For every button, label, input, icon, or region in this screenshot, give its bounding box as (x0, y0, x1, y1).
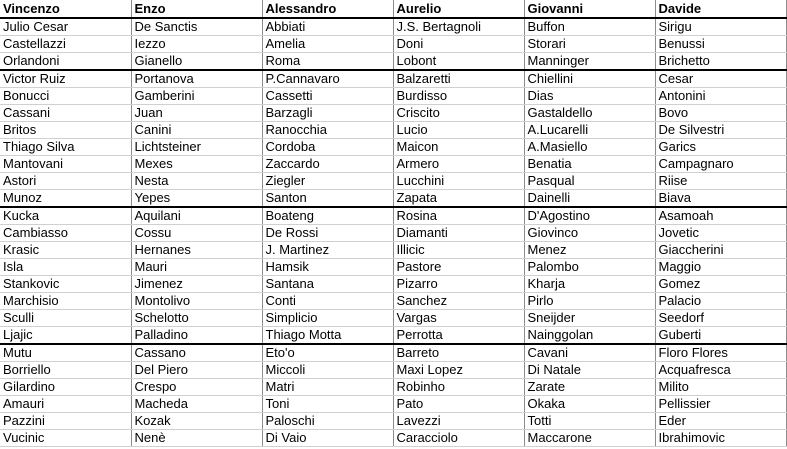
table-cell[interactable]: Bovo (655, 105, 786, 122)
table-cell[interactable]: Sirigu (655, 18, 786, 36)
table-cell[interactable]: Gianello (131, 53, 262, 71)
table-cell[interactable]: P.Cannavaro (262, 70, 393, 88)
table-cell[interactable]: Benussi (655, 36, 786, 53)
table-cell[interactable]: Maxi Lopez (393, 362, 524, 379)
table-cell[interactable]: Gamberini (131, 88, 262, 105)
table-cell[interactable]: Cassetti (262, 88, 393, 105)
table-cell[interactable]: A.Masiello (524, 139, 655, 156)
table-row (0, 70, 786, 88)
table-cell[interactable]: Di Vaio (262, 430, 393, 447)
table-cell[interactable]: Schelotto (131, 310, 262, 327)
table-cell[interactable]: J.S. Bertagnoli (393, 18, 524, 36)
table-row (0, 362, 786, 379)
table-cell[interactable]: Mauri (131, 259, 262, 276)
table-cell[interactable]: Eto'o (262, 344, 393, 362)
table-row (0, 276, 786, 293)
table-cell[interactable]: De Sanctis (131, 18, 262, 36)
table-cell[interactable]: Thiago Motta (262, 327, 393, 345)
table-cell[interactable]: Nainggolan (524, 327, 655, 345)
table-cell[interactable]: Zapata (393, 190, 524, 208)
table-cell[interactable]: Chiellini (524, 70, 655, 88)
table-cell[interactable]: Pato (393, 396, 524, 413)
table-row (0, 18, 786, 36)
table-cell[interactable]: Caracciolo (393, 430, 524, 447)
table-cell[interactable]: Buffon (524, 18, 655, 36)
table-cell[interactable]: Paloschi (262, 413, 393, 430)
table-cell[interactable]: Cambiasso (0, 225, 131, 242)
header-cell[interactable]: Enzo (131, 0, 262, 18)
table-cell[interactable]: Montolivo (131, 293, 262, 310)
table-cell[interactable]: Munoz (0, 190, 131, 208)
table-row (0, 293, 786, 310)
table-cell[interactable]: Hernanes (131, 242, 262, 259)
table-cell[interactable]: Doni (393, 36, 524, 53)
table-cell[interactable]: Dias (524, 88, 655, 105)
table-cell[interactable]: Borriello (0, 362, 131, 379)
header-cell[interactable]: Davide (655, 0, 786, 18)
table-cell[interactable]: Lobont (393, 53, 524, 71)
table-cell[interactable]: Maccarone (524, 430, 655, 447)
table-cell[interactable]: Campagnaro (655, 156, 786, 173)
table-cell[interactable]: Sneijder (524, 310, 655, 327)
table-cell[interactable]: Stankovic (0, 276, 131, 293)
table-cell[interactable]: Vucinic (0, 430, 131, 447)
table-cell[interactable]: Cesar (655, 70, 786, 88)
table-cell[interactable]: Isla (0, 259, 131, 276)
table-cell[interactable]: Palladino (131, 327, 262, 345)
table-row (0, 53, 786, 71)
table-cell[interactable]: Cavani (524, 344, 655, 362)
header-row (0, 0, 786, 18)
table-cell[interactable]: Mutu (0, 344, 131, 362)
table-cell[interactable]: Santana (262, 276, 393, 293)
table-row (0, 173, 786, 190)
table-row (0, 413, 786, 430)
table-cell[interactable]: Canini (131, 122, 262, 139)
table-cell[interactable]: Benatia (524, 156, 655, 173)
table-row (0, 310, 786, 327)
table-cell[interactable]: Santon (262, 190, 393, 208)
table-row (0, 207, 786, 225)
table-cell[interactable]: Amauri (0, 396, 131, 413)
header-cell[interactable]: Alessandro (262, 0, 393, 18)
table-cell[interactable]: Hamsik (262, 259, 393, 276)
table-cell[interactable]: Macheda (131, 396, 262, 413)
table-cell[interactable]: Maicon (393, 139, 524, 156)
table-cell[interactable]: Nesta (131, 173, 262, 190)
table-cell[interactable]: Ranocchia (262, 122, 393, 139)
table-cell[interactable]: Pazzini (0, 413, 131, 430)
table-cell[interactable]: Balzaretti (393, 70, 524, 88)
table-cell[interactable]: Abbiati (262, 18, 393, 36)
table-cell[interactable]: Armero (393, 156, 524, 173)
table-row (0, 139, 786, 156)
table-row (0, 259, 786, 276)
table-cell[interactable]: Brichetto (655, 53, 786, 71)
table-cell[interactable]: Sanchez (393, 293, 524, 310)
table-cell[interactable]: Cordoba (262, 139, 393, 156)
table-cell[interactable]: Del Piero (131, 362, 262, 379)
table-cell[interactable]: Bonucci (0, 88, 131, 105)
table-cell[interactable]: Crespo (131, 379, 262, 396)
table-cell[interactable]: Maggio (655, 259, 786, 276)
table-cell[interactable]: Lavezzi (393, 413, 524, 430)
table-cell[interactable]: Roma (262, 53, 393, 71)
table-cell[interactable]: Portanova (131, 70, 262, 88)
table-cell[interactable]: Menez (524, 242, 655, 259)
table-cell[interactable]: Yepes (131, 190, 262, 208)
table-cell[interactable]: Mantovani (0, 156, 131, 173)
header-cell[interactable]: Aurelio (393, 0, 524, 18)
table-cell[interactable]: Juan (131, 105, 262, 122)
table-cell[interactable]: De Rossi (262, 225, 393, 242)
table-cell[interactable]: Amelia (262, 36, 393, 53)
table-cell[interactable]: Gomez (655, 276, 786, 293)
table-cell[interactable]: Julio Cesar (0, 18, 131, 36)
table-cell[interactable]: Castellazzi (0, 36, 131, 53)
table-cell[interactable]: Mexes (131, 156, 262, 173)
table-row (0, 122, 786, 139)
table-cell[interactable]: Kharja (524, 276, 655, 293)
table-cell[interactable]: Diamanti (393, 225, 524, 242)
table-cell[interactable]: Zarate (524, 379, 655, 396)
table-cell[interactable]: Pizarro (393, 276, 524, 293)
table-row (0, 190, 786, 208)
table-cell[interactable]: Iezzo (131, 36, 262, 53)
table-row (0, 242, 786, 259)
table-cell[interactable]: Riise (655, 173, 786, 190)
table-cell[interactable]: Britos (0, 122, 131, 139)
table-cell[interactable]: Kozak (131, 413, 262, 430)
table-cell[interactable]: Manninger (524, 53, 655, 71)
table-row (0, 379, 786, 396)
header-cell[interactable]: Giovanni (524, 0, 655, 18)
table-cell[interactable]: Matri (262, 379, 393, 396)
table-cell[interactable]: Lucchini (393, 173, 524, 190)
table-cell[interactable]: Dainelli (524, 190, 655, 208)
table-cell[interactable]: Cossu (131, 225, 262, 242)
table-cell[interactable]: Perrotta (393, 327, 524, 345)
table-row (0, 156, 786, 173)
table-cell[interactable]: Gilardino (0, 379, 131, 396)
table-cell[interactable]: Gastaldello (524, 105, 655, 122)
table-row (0, 36, 786, 53)
table-cell[interactable]: Biava (655, 190, 786, 208)
table-cell[interactable]: Toni (262, 396, 393, 413)
table-cell[interactable]: Milito (655, 379, 786, 396)
table-cell[interactable]: Pastore (393, 259, 524, 276)
table-cell[interactable]: Orlandoni (0, 53, 131, 71)
table-cell[interactable]: Sculli (0, 310, 131, 327)
table-cell[interactable]: Aquilani (131, 207, 262, 225)
table-cell[interactable]: Garics (655, 139, 786, 156)
table-cell[interactable]: Illicic (393, 242, 524, 259)
table-cell[interactable]: Barzagli (262, 105, 393, 122)
table-cell[interactable]: Palombo (524, 259, 655, 276)
table-cell[interactable]: Di Natale (524, 362, 655, 379)
table-cell[interactable]: Storari (524, 36, 655, 53)
table-cell[interactable]: Krasic (0, 242, 131, 259)
table-cell[interactable]: Lichtsteiner (131, 139, 262, 156)
table-row (0, 225, 786, 242)
table-cell[interactable]: De Silvestri (655, 122, 786, 139)
table-cell[interactable]: Palacio (655, 293, 786, 310)
table-cell[interactable]: Okaka (524, 396, 655, 413)
table-cell[interactable]: Floro Flores (655, 344, 786, 362)
table-cell[interactable]: Giaccherini (655, 242, 786, 259)
table-cell[interactable]: Robinho (393, 379, 524, 396)
table-cell[interactable]: Acquafresca (655, 362, 786, 379)
table-cell[interactable]: Vargas (393, 310, 524, 327)
table-cell[interactable]: Barreto (393, 344, 524, 362)
table-cell[interactable]: Pirlo (524, 293, 655, 310)
table-cell[interactable]: Cassani (0, 105, 131, 122)
table-cell[interactable]: Burdisso (393, 88, 524, 105)
table-row (0, 88, 786, 105)
table-cell[interactable]: Conti (262, 293, 393, 310)
table-cell[interactable]: Seedorf (655, 310, 786, 327)
table-cell[interactable]: Simplicio (262, 310, 393, 327)
table-cell[interactable]: Miccoli (262, 362, 393, 379)
table-cell[interactable]: Ziegler (262, 173, 393, 190)
table-cell[interactable]: Pasqual (524, 173, 655, 190)
table-cell[interactable]: Astori (0, 173, 131, 190)
header-cell[interactable]: Vincenzo (0, 0, 131, 18)
table-row (0, 396, 786, 413)
table-cell[interactable]: Thiago Silva (0, 139, 131, 156)
table-cell[interactable]: Ibrahimovic (655, 430, 786, 447)
table-cell[interactable]: Lucio (393, 122, 524, 139)
table-cell[interactable]: A.Lucarelli (524, 122, 655, 139)
table-cell[interactable]: Zaccardo (262, 156, 393, 173)
table-row (0, 344, 786, 362)
table-cell[interactable]: Totti (524, 413, 655, 430)
table-cell[interactable]: Boateng (262, 207, 393, 225)
table-row (0, 430, 786, 447)
table-cell[interactable]: Criscito (393, 105, 524, 122)
table-cell[interactable]: Antonini (655, 88, 786, 105)
table-cell[interactable]: Nenè (131, 430, 262, 447)
table-cell[interactable]: Ljajic (0, 327, 131, 345)
table-row (0, 105, 786, 122)
table-cell[interactable]: Guberti (655, 327, 786, 345)
table-cell[interactable]: Pellissier (655, 396, 786, 413)
table-cell[interactable]: J. Martinez (262, 242, 393, 259)
table-row (0, 327, 786, 345)
table-cell[interactable]: Cassano (131, 344, 262, 362)
table-cell[interactable]: Jovetic (655, 225, 786, 242)
table-cell[interactable]: Rosina (393, 207, 524, 225)
table-cell[interactable]: Kucka (0, 207, 131, 225)
table-cell[interactable]: Victor Ruiz (0, 70, 131, 88)
table-cell[interactable]: Asamoah (655, 207, 786, 225)
table-cell[interactable]: Eder (655, 413, 786, 430)
table-cell[interactable]: Giovinco (524, 225, 655, 242)
table-cell[interactable]: Jimenez (131, 276, 262, 293)
table-cell[interactable]: Marchisio (0, 293, 131, 310)
table-cell[interactable]: D'Agostino (524, 207, 655, 225)
